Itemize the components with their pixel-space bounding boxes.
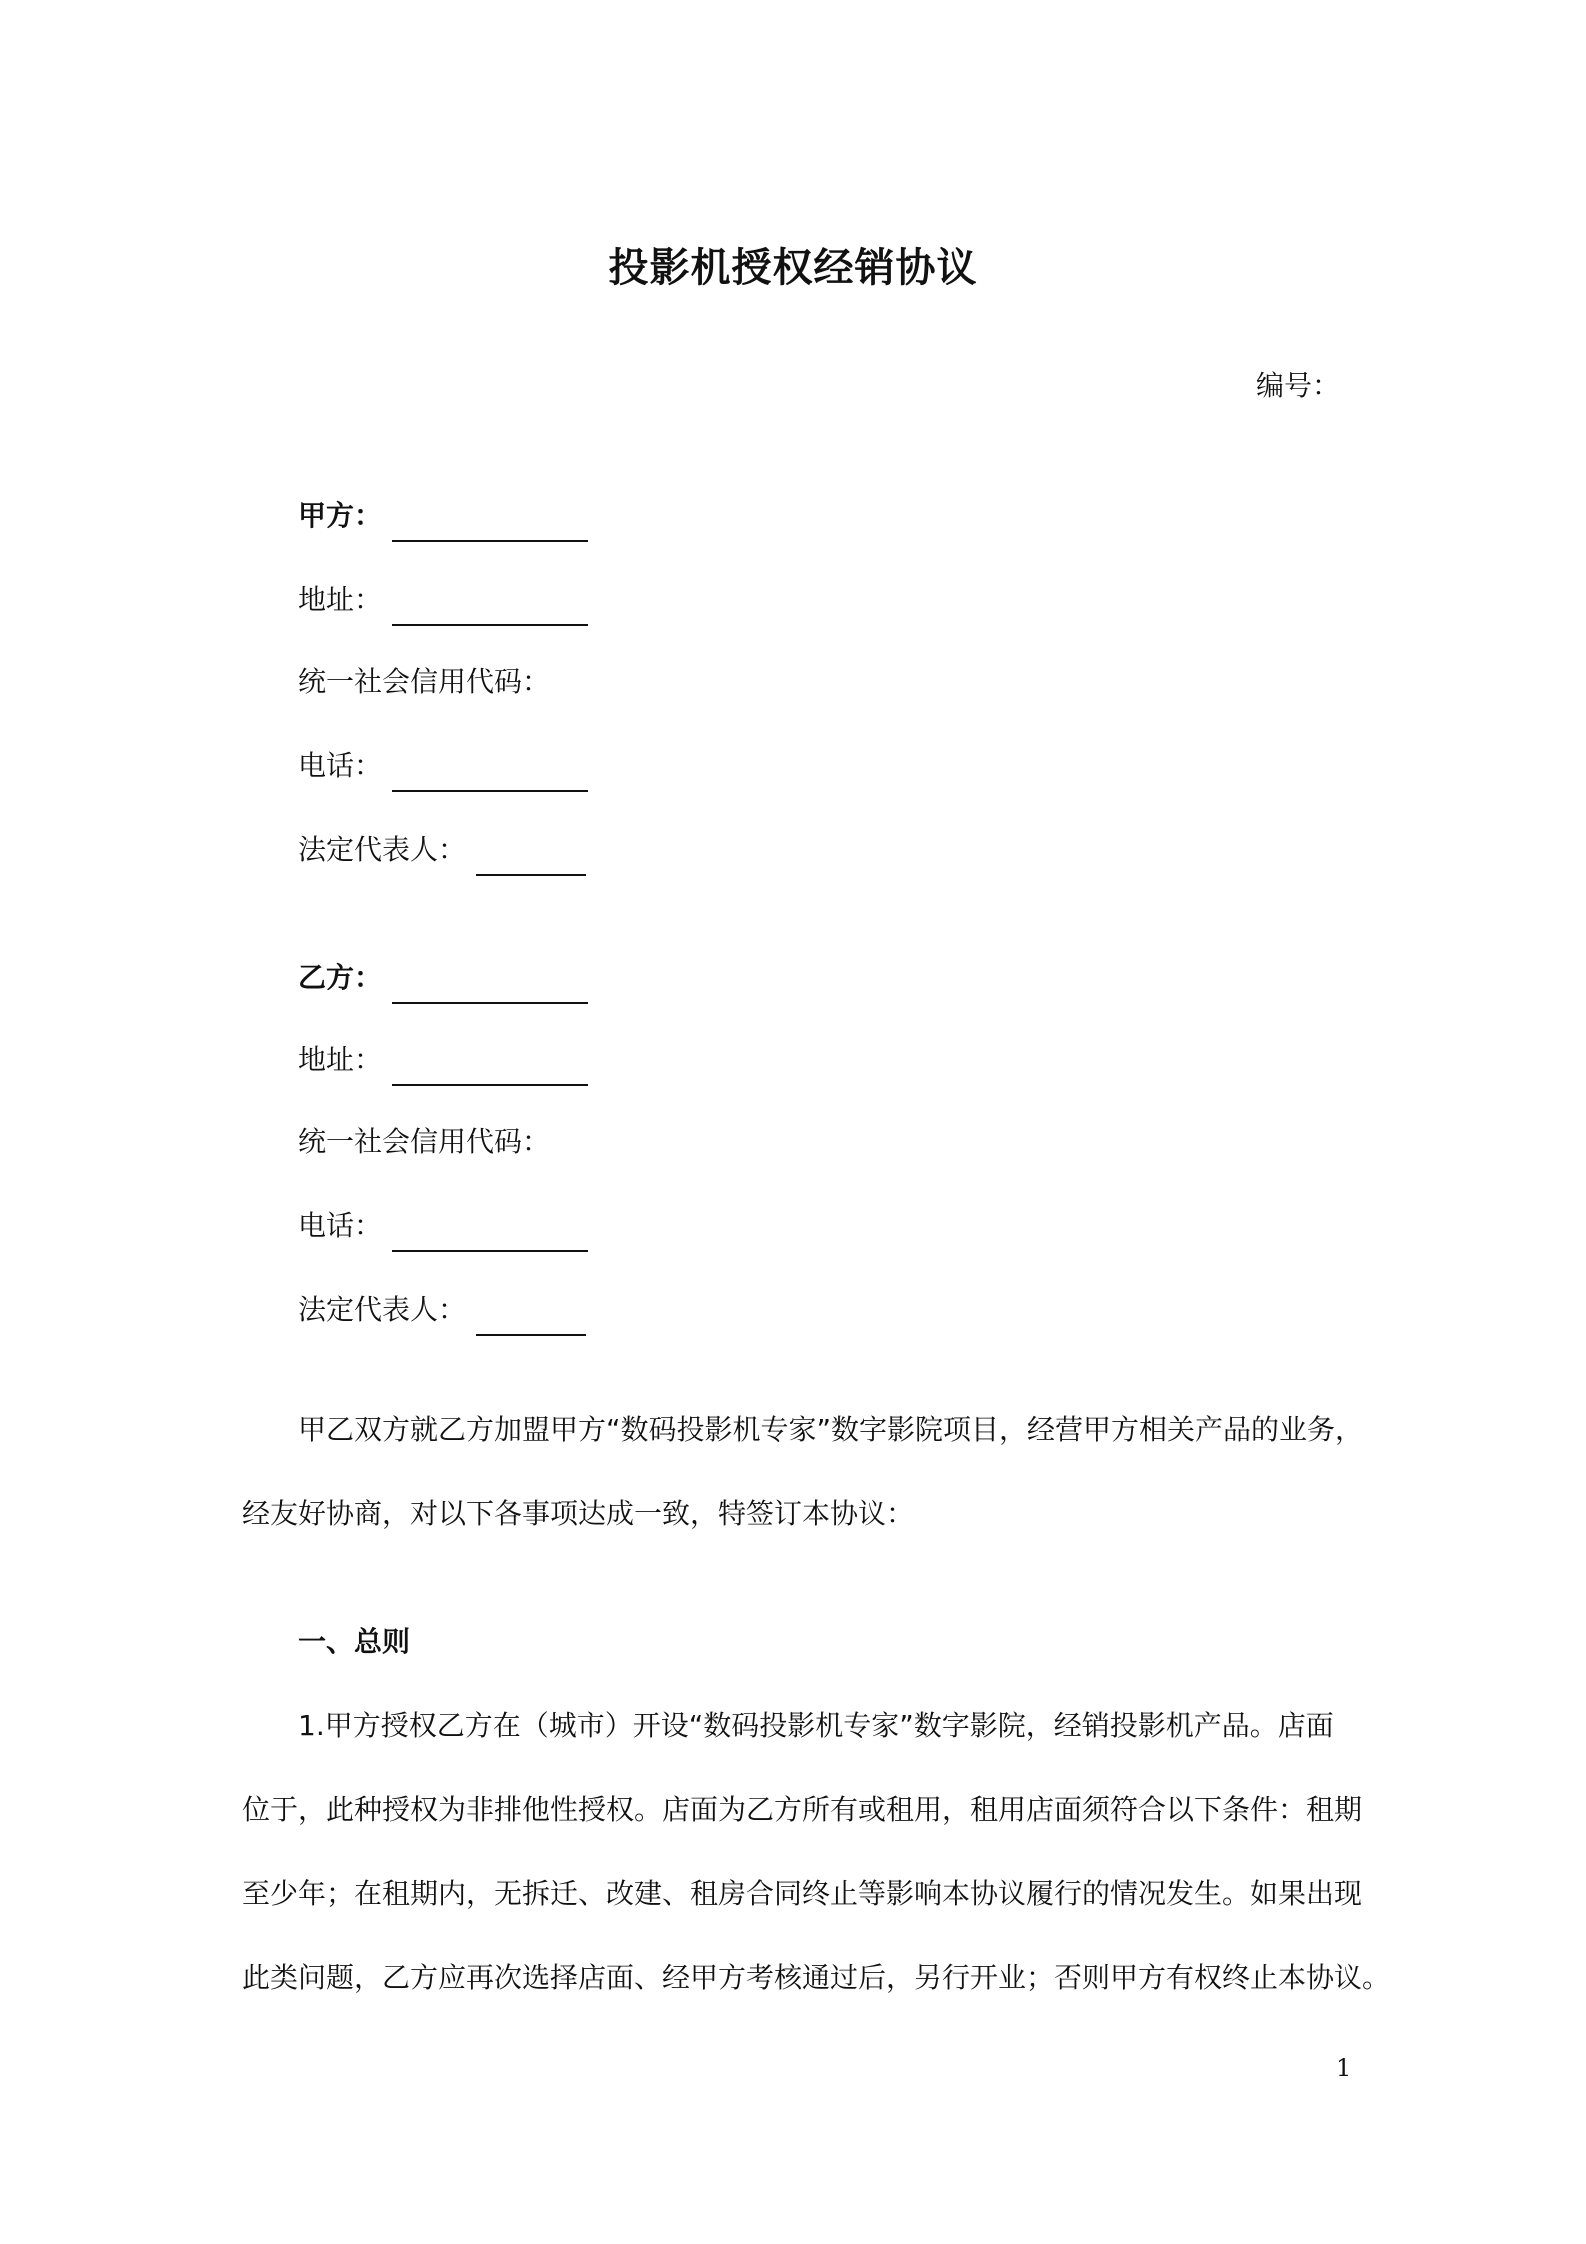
clause-1-line-3: 至少年；在租期内，无拆迁、改建、租房合同终止等影响本协议履行的情况发生。如果出现 [242,1877,1363,1910]
party-b-credit-code-label: 统一社会信用代码： [298,1125,551,1158]
party-a-address-blank [392,596,588,626]
party-b-address-label: 地址： [298,1043,383,1076]
party-a-name-field [298,494,588,534]
clause-1-paragraph [242,1684,1391,2020]
party-a-address-label: 地址： [298,583,383,616]
party-a-credit-code-label: 统一社会信用代码： [298,665,551,698]
party-b-address-field [298,1038,588,1078]
party-a-name-blank [392,512,588,542]
party-b-address-blank [392,1056,588,1086]
clause-1-line-1: 1.甲方授权乙方在（城市）开设“数码投影机专家”数字影院，经销投影机产品。店面 [298,1709,1334,1742]
party-a-address-field [298,578,588,618]
party-a-legal-rep-label: 法定代表人： [298,833,467,866]
section-1-heading: 一、总则 [298,1625,411,1658]
party-a-name-label: 甲方： [298,499,383,532]
party-b-credit-code-field [298,1120,550,1160]
party-b-name-field [298,956,588,996]
party-b-name-blank [392,974,588,1004]
party-b-name-label: 乙方： [298,961,383,994]
party-b-phone-label: 电话： [298,1209,383,1242]
clause-1-line-4: 此类问题，乙方应再次选择店面、经甲方考核通过后，另行开业；否则甲方有权终止本协议。 [242,1961,1391,1994]
party-a-phone-field [298,744,588,784]
intro-paragraph [242,1388,1362,1556]
intro-line-1: 甲乙双方就乙方加盟甲方“数码投影机专家”数字影院项目，经营甲方相关产品的业务， [298,1413,1364,1446]
party-a-phone-blank [392,762,588,792]
document-number-label: 编号： [1255,369,1340,402]
party-b-phone-field [298,1204,588,1244]
document-title: 投影机授权经销协议 [608,245,978,291]
party-b-legal-rep-field [298,1288,586,1328]
clause-1-line-2: 位于，此种授权为非排他性授权。店面为乙方所有或租用，租用店面须符合以下条件：租期 [242,1793,1363,1826]
party-b-legal-rep-blank [476,1306,586,1336]
party-a-legal-rep-field [298,828,586,868]
party-a-phone-label: 电话： [298,749,383,782]
party-b-legal-rep-label: 法定代表人： [298,1293,467,1326]
party-b-phone-blank [392,1222,588,1252]
party-a-credit-code-field [298,660,550,700]
page-number: 1 [1336,2054,1352,2082]
party-a-legal-rep-blank [476,846,586,876]
intro-line-2: 经友好协商，对以下各事项达成一致，特签订本协议： [242,1497,915,1530]
